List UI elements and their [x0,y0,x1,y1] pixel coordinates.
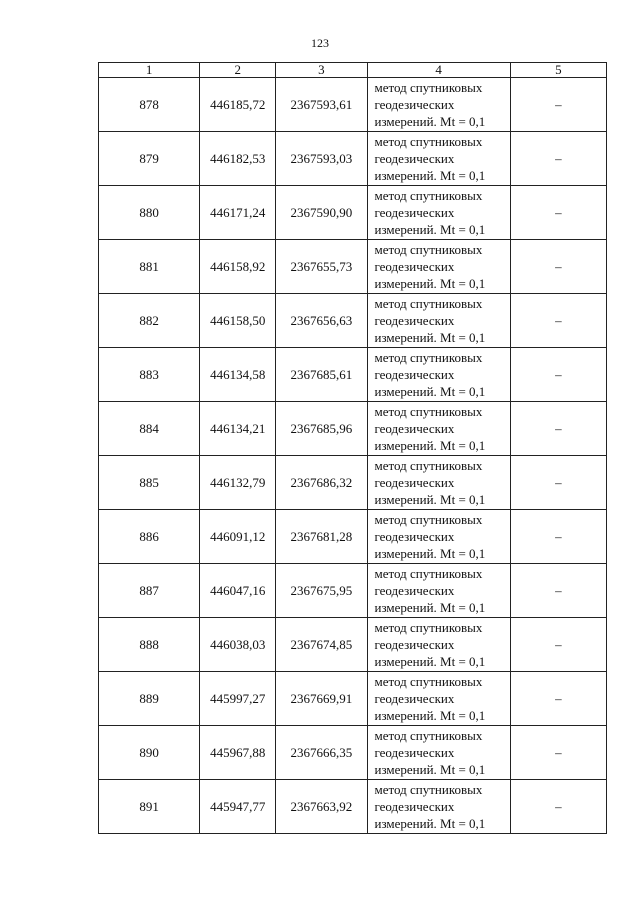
method-text-line: геодезических [374,97,455,112]
note-cell: – [510,78,606,132]
table-header-row [99,63,607,78]
point-number-cell: 885 [99,456,200,510]
method-text-line: измерений. Mt = 0,1 [374,168,486,183]
x-coordinate-cell: 446134,21 [200,402,276,456]
point-number-cell: 879 [99,132,200,186]
x-coordinate-cell: 445947,77 [200,780,276,834]
x-coordinate-cell: 446038,03 [200,618,276,672]
table-row [99,564,607,618]
x-coordinate-cell: 446158,50 [200,294,276,348]
y-coordinate-cell: 2367593,03 [276,132,367,186]
note-cell: – [510,618,606,672]
y-coordinate-cell: 2367663,92 [276,780,367,834]
note-cell: – [510,564,606,618]
method-text-line: геодезических [374,583,455,598]
column-header-1: 1 [99,63,200,78]
table-row [99,240,607,294]
x-coordinate-cell: 446091,12 [200,510,276,564]
point-number-cell: 878 [99,78,200,132]
column-header-3: 3 [276,63,367,78]
method-cell [367,294,510,348]
table-row [99,78,607,132]
point-number-cell: 883 [99,348,200,402]
page-number: 123 [311,36,329,50]
table-row [99,780,607,834]
table-row [99,402,607,456]
method-cell [367,348,510,402]
method-text-line: геодезических [374,259,455,274]
method-text-line: измерений. Mt = 0,1 [374,438,486,453]
method-text-line: метод спутниковых [374,674,483,689]
table-row [99,456,607,510]
point-number-cell: 886 [99,510,200,564]
point-number-cell: 888 [99,618,200,672]
method-text-line: измерений. Mt = 0,1 [374,114,486,129]
method-text-line: геодезических [374,637,455,652]
method-text-line: метод спутниковых [374,188,483,203]
y-coordinate-cell: 2367655,73 [276,240,367,294]
method-text-line: геодезических [374,475,455,490]
point-number-cell: 891 [99,780,200,834]
column-header-2: 2 [200,63,276,78]
y-coordinate-cell: 2367593,61 [276,78,367,132]
x-coordinate-cell: 446047,16 [200,564,276,618]
y-coordinate-cell: 2367656,63 [276,294,367,348]
table-row [99,672,607,726]
note-cell: – [510,456,606,510]
table-row [99,618,607,672]
method-cell [367,564,510,618]
x-coordinate-cell: 446134,58 [200,348,276,402]
point-number-cell: 887 [99,564,200,618]
method-cell [367,780,510,834]
method-text-line: измерений. Mt = 0,1 [374,816,486,831]
table-body [99,78,607,834]
table-row [99,186,607,240]
y-coordinate-cell: 2367675,95 [276,564,367,618]
table-row [99,132,607,186]
table-row [99,294,607,348]
x-coordinate-cell: 446171,24 [200,186,276,240]
column-header-4: 4 [367,63,510,78]
method-cell [367,132,510,186]
y-coordinate-cell: 2367666,35 [276,726,367,780]
y-coordinate-cell: 2367681,28 [276,510,367,564]
method-text-line: измерений. Mt = 0,1 [374,222,486,237]
note-cell: – [510,240,606,294]
point-number-cell: 880 [99,186,200,240]
method-text-line: метод спутниковых [374,296,483,311]
method-cell [367,510,510,564]
y-coordinate-cell: 2367686,32 [276,456,367,510]
point-number-cell: 884 [99,402,200,456]
table-row [99,726,607,780]
method-cell [367,618,510,672]
method-text-line: геодезических [374,529,455,544]
method-text-line: измерений. Mt = 0,1 [374,654,486,669]
note-cell: – [510,672,606,726]
method-text-line: метод спутниковых [374,512,483,527]
note-cell: – [510,780,606,834]
y-coordinate-cell: 2367674,85 [276,618,367,672]
method-cell [367,672,510,726]
method-text-line: геодезических [374,313,455,328]
method-text-line: измерений. Mt = 0,1 [374,762,486,777]
method-text-line: измерений. Mt = 0,1 [374,708,486,723]
method-text-line: геодезических [374,799,455,814]
table-row [99,348,607,402]
method-text-line: метод спутниковых [374,350,483,365]
table-row [99,510,607,564]
method-cell [367,186,510,240]
method-text-line: измерений. Mt = 0,1 [374,384,486,399]
y-coordinate-cell: 2367590,90 [276,186,367,240]
method-text-line: метод спутниковых [374,242,483,257]
method-text-line: метод спутниковых [374,728,483,743]
method-text-line: метод спутниковых [374,620,483,635]
note-cell: – [510,294,606,348]
method-text-line: метод спутниковых [374,566,483,581]
method-cell [367,456,510,510]
method-text-line: измерений. Mt = 0,1 [374,276,486,291]
note-cell: – [510,726,606,780]
method-cell [367,402,510,456]
coordinates-table [98,62,607,834]
method-text-line: геодезических [374,205,455,220]
method-text-line: геодезических [374,421,455,436]
method-text-line: геодезических [374,691,455,706]
method-text-line: геодезических [374,367,455,382]
method-text-line: метод спутниковых [374,458,483,473]
y-coordinate-cell: 2367685,61 [276,348,367,402]
x-coordinate-cell: 446158,92 [200,240,276,294]
method-text-line: метод спутниковых [374,80,483,95]
x-coordinate-cell: 445997,27 [200,672,276,726]
method-cell [367,726,510,780]
method-text-line: геодезических [374,745,455,760]
y-coordinate-cell: 2367685,96 [276,402,367,456]
note-cell: – [510,132,606,186]
x-coordinate-cell: 446185,72 [200,78,276,132]
x-coordinate-cell: 446182,53 [200,132,276,186]
method-cell [367,240,510,294]
note-cell: – [510,510,606,564]
x-coordinate-cell: 446132,79 [200,456,276,510]
point-number-cell: 889 [99,672,200,726]
method-text-line: метод спутниковых [374,404,483,419]
method-text-line: измерений. Mt = 0,1 [374,600,486,615]
column-header-5: 5 [510,63,606,78]
method-cell [367,78,510,132]
method-text-line: измерений. Mt = 0,1 [374,330,486,345]
point-number-cell: 890 [99,726,200,780]
note-cell: – [510,348,606,402]
point-number-cell: 882 [99,294,200,348]
note-cell: – [510,186,606,240]
note-cell: – [510,402,606,456]
method-text-line: геодезических [374,151,455,166]
method-text-line: измерений. Mt = 0,1 [374,492,486,507]
method-text-line: измерений. Mt = 0,1 [374,546,486,561]
y-coordinate-cell: 2367669,91 [276,672,367,726]
point-number-cell: 881 [99,240,200,294]
method-text-line: метод спутниковых [374,134,483,149]
x-coordinate-cell: 445967,88 [200,726,276,780]
method-text-line: метод спутниковых [374,782,483,797]
